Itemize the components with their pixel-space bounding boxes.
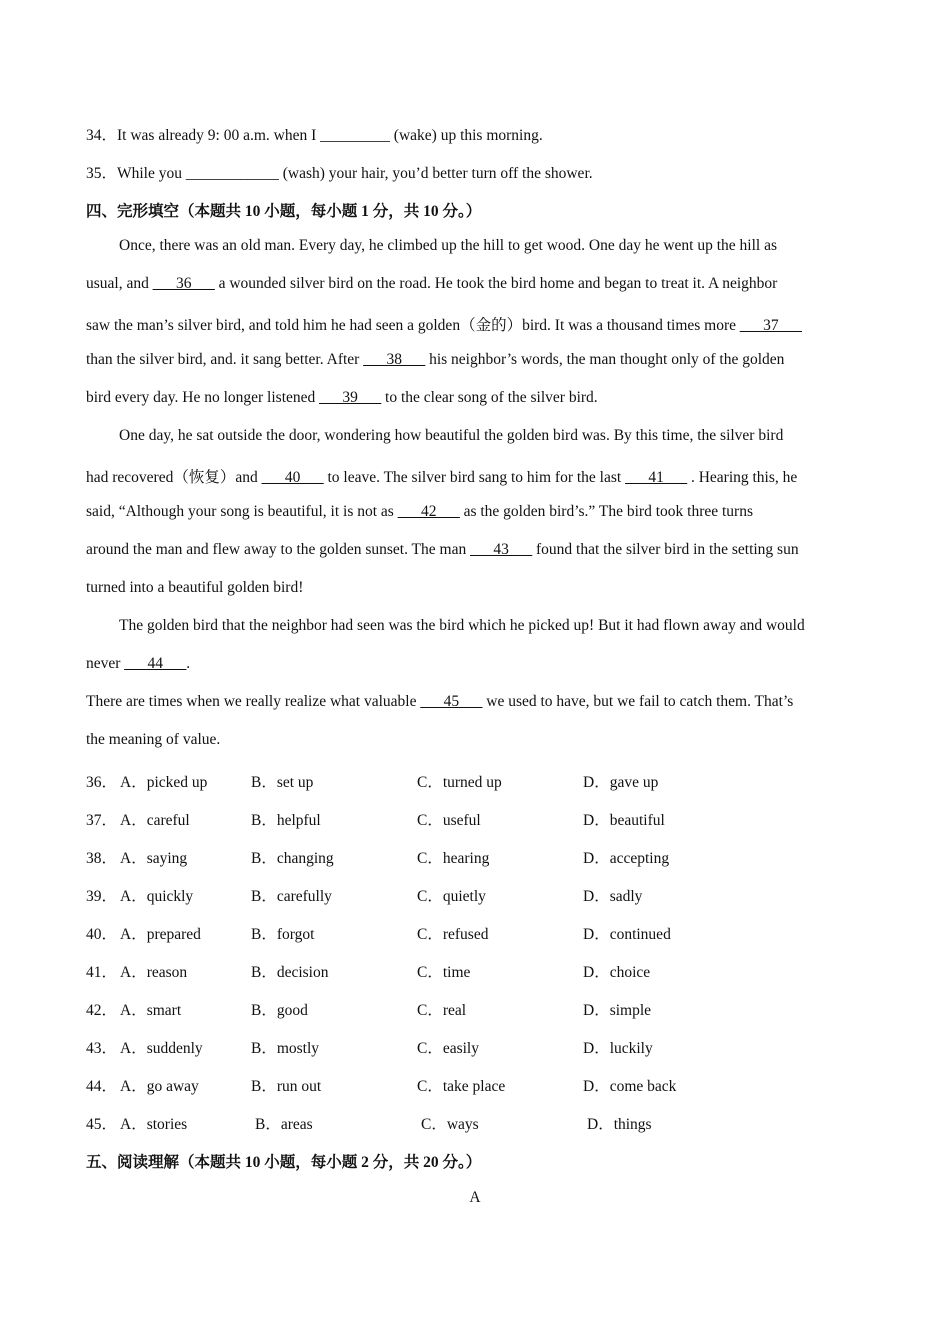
option-d: D．continued	[583, 926, 671, 943]
question-number: 36．	[86, 774, 118, 791]
question-34-text: 34．It was already 9: 00 a.m. when I	[86, 127, 321, 144]
option-a: A．picked up	[120, 774, 208, 791]
question-number: 42．	[86, 1002, 118, 1019]
passage-text: bird every day. He no longer listened	[86, 389, 320, 406]
options-row-39	[86, 884, 886, 906]
options-row-40	[86, 922, 886, 944]
option-a: A．smart	[120, 1002, 182, 1019]
options-row-43	[86, 1036, 886, 1058]
option-a: A．suddenly	[120, 1040, 203, 1057]
options-row-36	[86, 770, 886, 792]
option-d: D．things	[587, 1116, 652, 1133]
option-a: A．go away	[120, 1078, 199, 1095]
options-row-37	[86, 808, 886, 830]
passage-line-11: The golden bird that the neighbor had seen was the bird which he picked up! But it had flown away and would	[119, 617, 805, 634]
question-number: 40．	[86, 926, 118, 943]
passage-text: to the clear song of the silver bird.	[381, 389, 598, 406]
option-a: A．stories	[120, 1116, 188, 1133]
passage-line-6: One day, he sat outside the door, wondering how beautiful the golden bird was. By this time, the silver bird	[119, 427, 784, 444]
question-35-text-end: (wash) your hair, you’d better turn off the shower.	[278, 165, 593, 182]
passage-line-8	[86, 503, 753, 521]
question-number: 44．	[86, 1078, 118, 1095]
option-c: C．real	[417, 1002, 467, 1019]
option-c: C．time	[417, 964, 471, 981]
question-number: 43．	[86, 1040, 118, 1057]
question-number: 38．	[86, 850, 118, 867]
passage-line-13	[86, 693, 793, 711]
passage-text: we used to have, but we fail to catch them. That’s	[482, 693, 794, 710]
option-d: D．sadly	[583, 888, 643, 905]
option-b: B．decision	[251, 964, 329, 981]
blank-38: ___38___	[363, 351, 426, 368]
passage-text: . Hearing this, he	[687, 469, 798, 486]
question-number: 39．	[86, 888, 118, 905]
option-b: B．areas	[255, 1116, 313, 1133]
options-row-42	[86, 998, 886, 1020]
question-35-text: 35．While you	[86, 165, 186, 182]
passage-text: saw the man’s silver bird, and told him he had seen a golden（金的）bird. It was a thousand times more	[86, 317, 740, 334]
option-b: B．helpful	[251, 812, 321, 829]
option-d: D．accepting	[583, 850, 670, 867]
passage-line-3	[86, 313, 802, 335]
passage-text: as the golden bird’s.” The bird took three turns	[459, 503, 753, 520]
option-d: D．choice	[583, 964, 651, 981]
option-b: B．changing	[251, 850, 334, 867]
passage-text: said, “Although your song is beautiful, it is not as	[86, 503, 398, 520]
option-a: A．careful	[120, 812, 190, 829]
option-a: A．quickly	[120, 888, 194, 905]
option-c: C．refused	[417, 926, 489, 943]
passage-line-1: Once, there was an old man. Every day, he climbed up the hill to get wood. One day he went up the hill as	[119, 237, 777, 254]
passage-line-12	[86, 655, 190, 673]
options-row-41	[86, 960, 886, 982]
blank-37: ___37___	[739, 317, 802, 334]
options-row-45	[86, 1112, 886, 1134]
option-a: A．reason	[120, 964, 188, 981]
options-row-38	[86, 846, 886, 868]
passage-text: than the silver bird, and. it sang better. After	[86, 351, 364, 368]
option-c: C．quietly	[417, 888, 486, 905]
passage-text: his neighbor’s words, the man thought only of the golden	[425, 351, 785, 368]
question-35	[86, 161, 593, 183]
option-c: C．ways	[421, 1116, 479, 1133]
option-c: C．turned up	[417, 774, 502, 791]
option-b: B．set up	[251, 774, 314, 791]
passage-line-4	[86, 351, 784, 369]
passage-line-5	[86, 389, 598, 407]
blank-36: ___36___	[152, 275, 215, 292]
question-34	[86, 123, 543, 145]
blank-44: ___44___	[124, 655, 187, 672]
question-35-blank: ____________	[185, 165, 279, 182]
passage-text: found that the silver bird in the setting sun	[532, 541, 799, 558]
blank-45: ___45___	[420, 693, 483, 710]
option-d: D．beautiful	[583, 812, 665, 829]
passage-text: usual, and	[86, 275, 153, 292]
blank-39: ___39___	[319, 389, 382, 406]
option-b: B．forgot	[251, 926, 315, 943]
option-c: C．hearing	[417, 850, 490, 867]
question-number: 41．	[86, 964, 118, 981]
passage-text: never	[86, 655, 125, 672]
section-4-heading: 四、完形填空（本题共 10 小题，每小题 1 分，共 10 分。）	[86, 203, 482, 220]
passage-line-2	[86, 275, 777, 293]
blank-42: ___42___	[397, 503, 460, 520]
option-a: A．saying	[120, 850, 188, 867]
option-a: A．prepared	[120, 926, 201, 943]
options-row-44	[86, 1074, 886, 1096]
passage-line-7	[86, 465, 797, 487]
passage-line-10: turned into a beautiful golden bird!	[86, 579, 304, 596]
passage-text: a wounded silver bird on the road. He took the bird home and began to treat it. A neighbor	[214, 275, 778, 292]
passage-line-14: the meaning of value.	[86, 731, 221, 748]
option-d: D．come back	[583, 1078, 677, 1095]
option-c: C．easily	[417, 1040, 479, 1057]
question-number: 45．	[86, 1116, 118, 1133]
passage-text: .	[186, 655, 191, 672]
passage-text: to leave. The silver bird sang to him for the last	[323, 469, 626, 486]
option-c: C．useful	[417, 812, 481, 829]
option-c: C．take place	[417, 1078, 506, 1095]
option-d: D．luckily	[583, 1040, 653, 1057]
option-b: B．mostly	[251, 1040, 320, 1057]
option-d: D．simple	[583, 1002, 652, 1019]
passage-text: around the man and flew away to the golden sunset. The man	[86, 541, 471, 558]
option-b: B．run out	[251, 1078, 322, 1095]
question-34-text-end: (wake) up this morning.	[389, 127, 543, 144]
option-b: B．good	[251, 1002, 308, 1019]
question-number: 37．	[86, 812, 118, 829]
blank-40: ___40___	[261, 469, 324, 486]
passage-line-9	[86, 541, 799, 559]
question-34-blank: _________	[320, 127, 390, 144]
blank-41: ___41___	[625, 469, 688, 486]
option-d: D．gave up	[583, 774, 659, 791]
option-b: B．carefully	[251, 888, 332, 905]
passage-text: had recovered（恢复）and	[86, 469, 262, 486]
blank-43: ___43___	[470, 541, 533, 558]
section-5-heading: 五、阅读理解（本题共 10 小题，每小题 2 分，共 20 分。）	[86, 1154, 482, 1171]
passage-text: There are times when we really realize what valuable	[86, 693, 421, 710]
passage-a-label: A	[469, 1189, 481, 1206]
